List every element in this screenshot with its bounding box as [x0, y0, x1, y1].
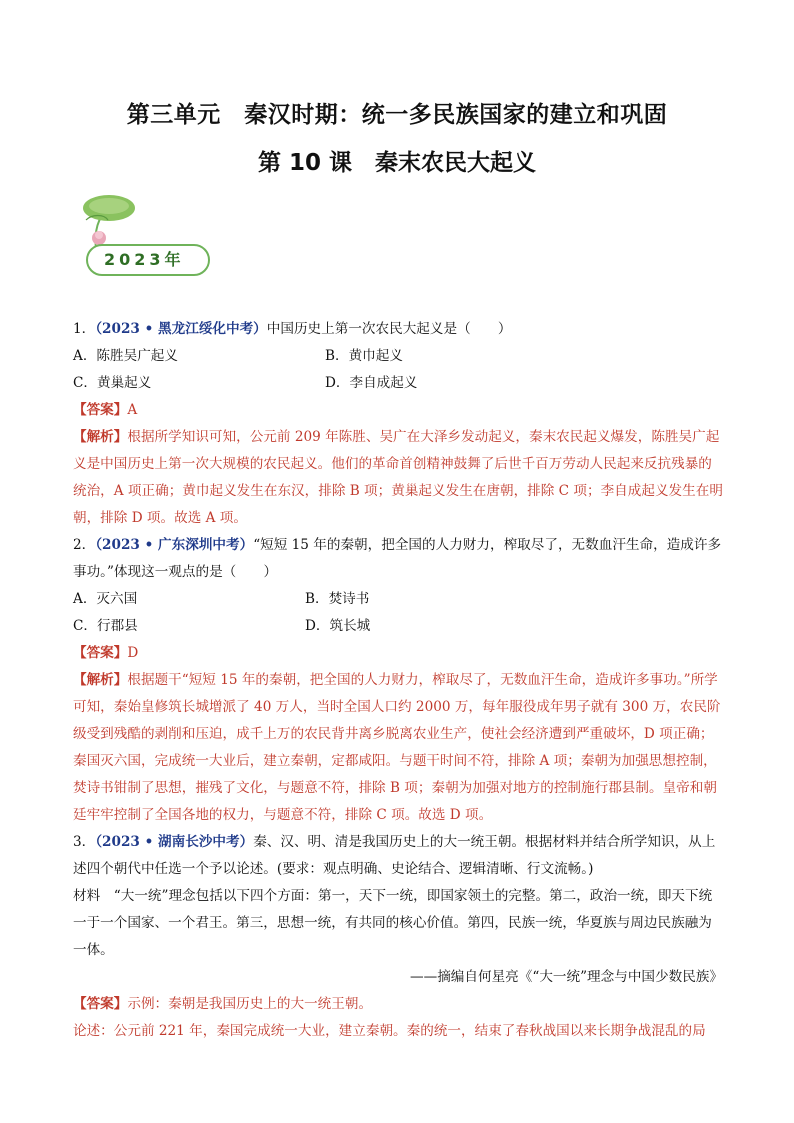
question-3 — [73, 829, 723, 883]
q1-option-a: A．陈胜吴广起义 — [73, 348, 178, 364]
q2-option-c: C．行郡县 — [73, 618, 138, 634]
question-list — [73, 316, 723, 1045]
q2-analysis — [73, 667, 723, 829]
q1-option-b: B．黄巾起义 — [325, 348, 403, 364]
q2-analysis-label: 【解析】 — [73, 672, 128, 688]
q1-stem: 中国历史上第一次农民大起义是（ ） — [266, 321, 512, 337]
q1-option-d: D．李自成起义 — [325, 375, 418, 391]
q2-answer-value: D — [127, 645, 139, 661]
q1-analysis-label: 【解析】 — [73, 429, 128, 445]
q2-answer-label: 【答案】 — [73, 645, 128, 661]
year-badge — [74, 190, 214, 280]
question-2 — [73, 532, 723, 586]
q3-number: 3． — [73, 834, 96, 850]
q2-option-b: B．焚诗书 — [305, 591, 370, 607]
question-1 — [73, 316, 723, 343]
q1-analysis — [73, 424, 723, 532]
q2-source: （2023 • 广东深圳中考） — [95, 537, 254, 553]
q2-analysis-text: 根据题干“短短 15 年的秦朝，把全国的人力财力，榨取尽了，无数血汗生命，造成许多事功。”所学可知，秦始皇修筑长城增派了 40 万人，当时全国人口约 2000 万，每年服役成年男子就有 300 万，农民阶级受到残酷的剥削和压迫，成千上万的农民背井离乡脱离农业生产，使社会经济遭到严重破坏，D 项正确；秦国灭六国，完成统一大业后，建立秦朝，定都咸阳。与题干时间不符，排除 A 项；秦朝为加强思想控制，焚诗书钳制了思想，摧残了文化，与题意不符，排除 B 项；秦朝为加强对地方的控制施行郡县制。皇帝和朝廷牢牢控制了全国各地的权力，与题意不符，排除 C 项。故选 D 项。 — [73, 672, 721, 823]
q2-options-row-1 — [73, 586, 723, 613]
q3-stem: 秦、汉、明、清是我国历史上的大一统王朝。根据材料并结合所学知识，从上述四个朝代中任选一个予以论述。(要求：观点明确、史论结合、逻辑清晰、行文流畅。) — [73, 834, 716, 877]
q3-discussion: 论述：公元前 221 年，秦国完成统一大业，建立秦朝。秦的统一，结束了春秋战国以来长期争战混乱的局 — [73, 1023, 706, 1039]
q1-source: （2023 • 黑龙江绥化中考） — [95, 321, 267, 337]
q3-answer-value: 示例：秦朝是我国历史上的大一统王朝。 — [127, 996, 373, 1012]
lesson-title: 第 10 课 秦末农民大起义 — [257, 150, 537, 176]
q1-answer-value: A — [127, 402, 138, 418]
q3-answer — [73, 991, 723, 1018]
q1-options-row-2 — [73, 370, 723, 397]
q3-answer-label: 【答案】 — [73, 996, 128, 1012]
q2-stem: “短短 15 年的秦朝，把全国的人力财力，榨取尽了，无数血汗生命，造成许多事功。”体现这一观点的是（ ） — [73, 537, 722, 580]
q1-analysis-text: 根据所学知识可知，公元前 209 年陈胜、吴广在大泽乡发动起义，秦末农民起义爆发，陈胜吴广起义是中国历史上第一次大规模的农民起义。他们的革命首创精神鼓舞了后世千百万劳动人民起来反抗残暴的统治，A 项正确；黄巾起义发生在东汉，排除 B 项；黄巢起义发生在唐朝，排除 C 项；李自成起义发生在明朝，排除 D 项。故选 A 项。 — [73, 429, 723, 526]
q2-answer — [73, 640, 723, 667]
q2-number: 2． — [73, 537, 96, 553]
q1-number: 1． — [73, 321, 96, 337]
year-label: 2023年 — [104, 250, 185, 269]
q2-option-a: A．灭六国 — [73, 591, 138, 607]
unit-title: 第三单元 秦汉时期：统一多民族国家的建立和巩固 — [126, 102, 668, 128]
q3-citation: ——摘编自何星亮《“大一统”理念与中国少数民族》 — [410, 969, 723, 985]
q1-options-row-1 — [73, 343, 723, 370]
q1-answer — [73, 397, 723, 424]
q1-answer-label: 【答案】 — [73, 402, 128, 418]
q2-option-d: D．筑长城 — [305, 618, 371, 634]
q3-source: （2023 • 湖南长沙中考） — [95, 834, 254, 850]
q1-option-c: C．黄巢起义 — [73, 375, 152, 391]
q2-options-row-2 — [73, 613, 723, 640]
q3-material: 材料 “大一统”理念包括以下四个方面：第一，天下一统，即国家领土的完整。第二，政治一统，即天下统一于一个国家、一个君王。第三，思想一统，有共同的核心价值。第四，民族一统，华夏族与周边民族融为一体。 — [73, 888, 713, 958]
